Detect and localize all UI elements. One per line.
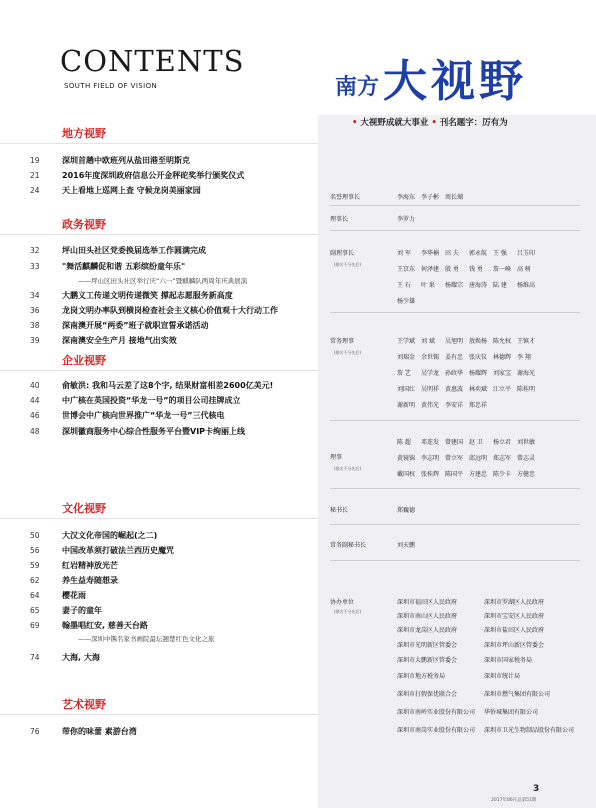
page-number: 39: [30, 336, 40, 345]
magazine-logo: [333, 44, 563, 110]
page-number: 74: [30, 653, 40, 662]
divider: [330, 524, 580, 525]
names-row: 王 石 叶 果 杨耀宗 唐海涛 陆 建 杨维高: [397, 282, 536, 289]
article-title: 深南澳开展“两委”班子就职宣誓承诺活动: [62, 321, 209, 330]
role-note: (排名不分先后): [334, 466, 362, 471]
slogan-credit: 刊名题字：厉有为: [439, 118, 508, 128]
page-number: 69: [30, 621, 40, 630]
page-number: 36: [30, 306, 40, 315]
article-title: 红岩精神放光芒: [62, 561, 118, 570]
partners-row: 深圳市打假保优联合会 深圳市燃气集团有限公司: [397, 691, 551, 698]
divider: [330, 420, 580, 421]
logo-wordmark: 大视野: [383, 56, 527, 107]
page-number: 64: [30, 591, 40, 600]
divider: [330, 205, 580, 206]
names-deputy-secretary: 刘天鹏: [397, 542, 416, 549]
section-divider: [0, 143, 318, 144]
names-row: 王京东 何泽建 殷 勇 钱 勇 詹一峰 高 树: [397, 266, 531, 273]
slogan-separator: •: [431, 118, 437, 128]
names-row: 詹 艺 吴学龙 孙政华 杨耀辉 刘家宝 谢海光: [397, 370, 536, 377]
partners-row: 深圳市南山区人民政府 深圳市宝安区人民政府: [397, 613, 545, 620]
names-row: 黄镜锦 李志明 曾立军 邱远明 郑志军 曾志灵: [397, 455, 536, 462]
names-honorary-head: 李海东 李子彬 周长瑚: [397, 194, 464, 201]
slogan-main: 大视野成就大事业: [360, 118, 429, 128]
article-title: 坪山田头社区党委换届选举工作圆满完成: [62, 246, 206, 255]
role-vice-chairs: 副理事长: [330, 250, 355, 257]
article-title: 中国改革须打破法兰西历史魔咒: [62, 546, 174, 555]
divider: [330, 488, 580, 489]
role-secretary: 秘书长: [330, 507, 349, 514]
page-number-footer: 3: [533, 784, 540, 794]
names-row: 陈 超 邓连发 曾建国 赵 卫 杨立君 刘世敏: [397, 439, 536, 446]
page-number: 46: [30, 411, 40, 420]
page-number: 19: [30, 156, 40, 165]
section-title-enterprise: 企业视野: [62, 354, 106, 367]
logo-mark: [333, 44, 563, 110]
page-number: 40: [30, 381, 40, 390]
names-row: 戴国权 张桂辉 陈国平 方建忠 陈少卡 方健忠: [397, 471, 536, 478]
page-number: 50: [30, 531, 40, 540]
issue-info: 2017年06月总第51期: [491, 798, 537, 803]
article-title: 翰墨唱红安, 慈善天台路: [62, 621, 148, 630]
article-title: 天上看地上巡网上查 守候龙岗美丽家园: [62, 186, 201, 195]
role-note: (排名不分先后): [334, 609, 362, 614]
section-divider: [0, 714, 318, 715]
article-title: 大鹏义工传递文明传递微笑 撑起志愿服务新高度: [62, 291, 233, 300]
article-title: 带你的味蕾 素游台湾: [62, 727, 137, 736]
article-title: 2016年度深圳政府信息公开金秤砣奖举行颁奖仪式: [62, 171, 245, 180]
article-title: 龙岗文明办率队到横岗检查社会主义核心价值观十大行动工作: [62, 306, 278, 315]
role-honorary-head: 名誉理事长: [330, 194, 361, 201]
role-chairman: 理事长: [330, 216, 349, 223]
partners-row: 深圳市地方税务局 深圳市统计局: [397, 673, 521, 680]
names-row: 王学斌 刘 斌 吴旭明 敖焕杨 陈允权 王镇才: [397, 338, 536, 345]
page-number: 48: [30, 427, 40, 436]
page-number: 33: [30, 262, 40, 271]
article-subtitle: ——深圳中镌名家书画院最坛翘楚红色文化之旅: [78, 635, 215, 643]
role-directors: 理事: [330, 454, 343, 461]
section-title-local: 地方视野: [62, 127, 106, 140]
partners-row: 深圳市南岭实业股份有限公司 华侨城集团有限公司: [397, 709, 539, 716]
slogan: [352, 116, 508, 128]
partners-row: 深圳市光明新区管委会 深圳市坪山新区管委会: [397, 642, 545, 649]
divider: [330, 560, 580, 561]
names-row: 刘国红 吴明祥 黄惠波 林奕斌 江立平 陈桂明: [397, 386, 536, 393]
contents-subheading: SOUTH FIELD OF VISION: [64, 82, 158, 90]
section-title-art: 艺术视野: [62, 698, 106, 711]
page-number: 76: [30, 727, 40, 736]
page-number: 65: [30, 606, 40, 615]
section-title-culture: 文化视野: [62, 502, 106, 515]
article-title: 樱花雨: [62, 591, 86, 600]
logo-prefix: 南方: [335, 74, 380, 100]
section-title-government: 政务视野: [62, 218, 106, 231]
partners-row: 深圳市福田区人民政府 深圳市罗湖区人民政府: [397, 599, 545, 606]
article-title: 妻子的童年: [62, 606, 102, 615]
names-secretary: 郑巍德: [397, 507, 416, 514]
partners-row: 深圳市大鹏新区管委会 深圳市国家税务局: [397, 657, 533, 664]
section-divider: [0, 518, 318, 519]
role-standing-directors: 常务理事: [330, 338, 355, 345]
article-title: 深圳首趟中欧班列从盐田港至明斯克: [62, 156, 190, 165]
divider: [330, 312, 580, 313]
names-row: 刘瑞金 余世锡 姜有忠 张庆仪 林德辉 李 翔: [397, 354, 531, 361]
article-title: 深南澳安全生产月 接地气出实效: [62, 336, 177, 345]
role-partners: 协办单位: [330, 599, 355, 606]
contents-heading: CONTENTS: [60, 44, 245, 78]
role-note: (排名不分先后): [334, 262, 362, 267]
article-title: 大海, 大海: [62, 653, 100, 662]
page-number: 21: [30, 171, 40, 180]
names-row: 杨少雄: [397, 298, 416, 305]
page-number: 24: [30, 186, 40, 195]
names-row: 谢新明 黄伟光 李安详 郑忠祥: [397, 402, 488, 409]
partners-row: 深圳市龙岗区人民政府 深圳市盐田区人民政府: [397, 627, 545, 634]
article-title: 中广核在英国投资“华龙一号”的项目公司挂牌成立: [62, 396, 241, 405]
page-number: 44: [30, 396, 40, 405]
article-title: 世博会中广核向世界推广“华龙一号”三代核电: [62, 411, 225, 420]
slogan-bullet: •: [352, 118, 358, 128]
page-number: 56: [30, 546, 40, 555]
role-deputy-secretary: 常务副秘书长: [330, 542, 367, 549]
partners-row: 深圳市南岗实业股份有限公司 深圳市卫光生物制品股份有限公司: [397, 727, 575, 734]
names-row: 刘 军 李华楠 田 夫 郭永航 王 强 吕玉印: [397, 250, 536, 257]
page-number: 32: [30, 246, 40, 255]
section-divider: [0, 370, 318, 371]
page-number: 34: [30, 291, 40, 300]
names-chairman: 李罗力: [397, 216, 416, 223]
page-number: 59: [30, 561, 40, 570]
article-title: 俞敏洪: 我和马云差了这8个字, 结果财富相差2600亿美元!: [62, 381, 274, 390]
page-number: 38: [30, 321, 40, 330]
section-divider: [0, 234, 318, 235]
article-subtitle: ——坪山区田头社区举行庆“六一”暨麒麟队两周年庆典展演: [78, 277, 248, 285]
article-title: "舞活麒麟促和谐 五彩缤纷童年乐": [62, 262, 186, 271]
page-number: 62: [30, 576, 40, 585]
article-title: 养生益寿随想录: [62, 576, 118, 585]
article-title: 深圳徽商服务中心综合性服务平台暨VIP卡绚丽上线: [62, 427, 246, 436]
role-note: (排名不分先后): [334, 350, 362, 355]
divider: [330, 230, 580, 231]
article-title: 大汉文化帝国的崛起(之二): [62, 531, 158, 540]
